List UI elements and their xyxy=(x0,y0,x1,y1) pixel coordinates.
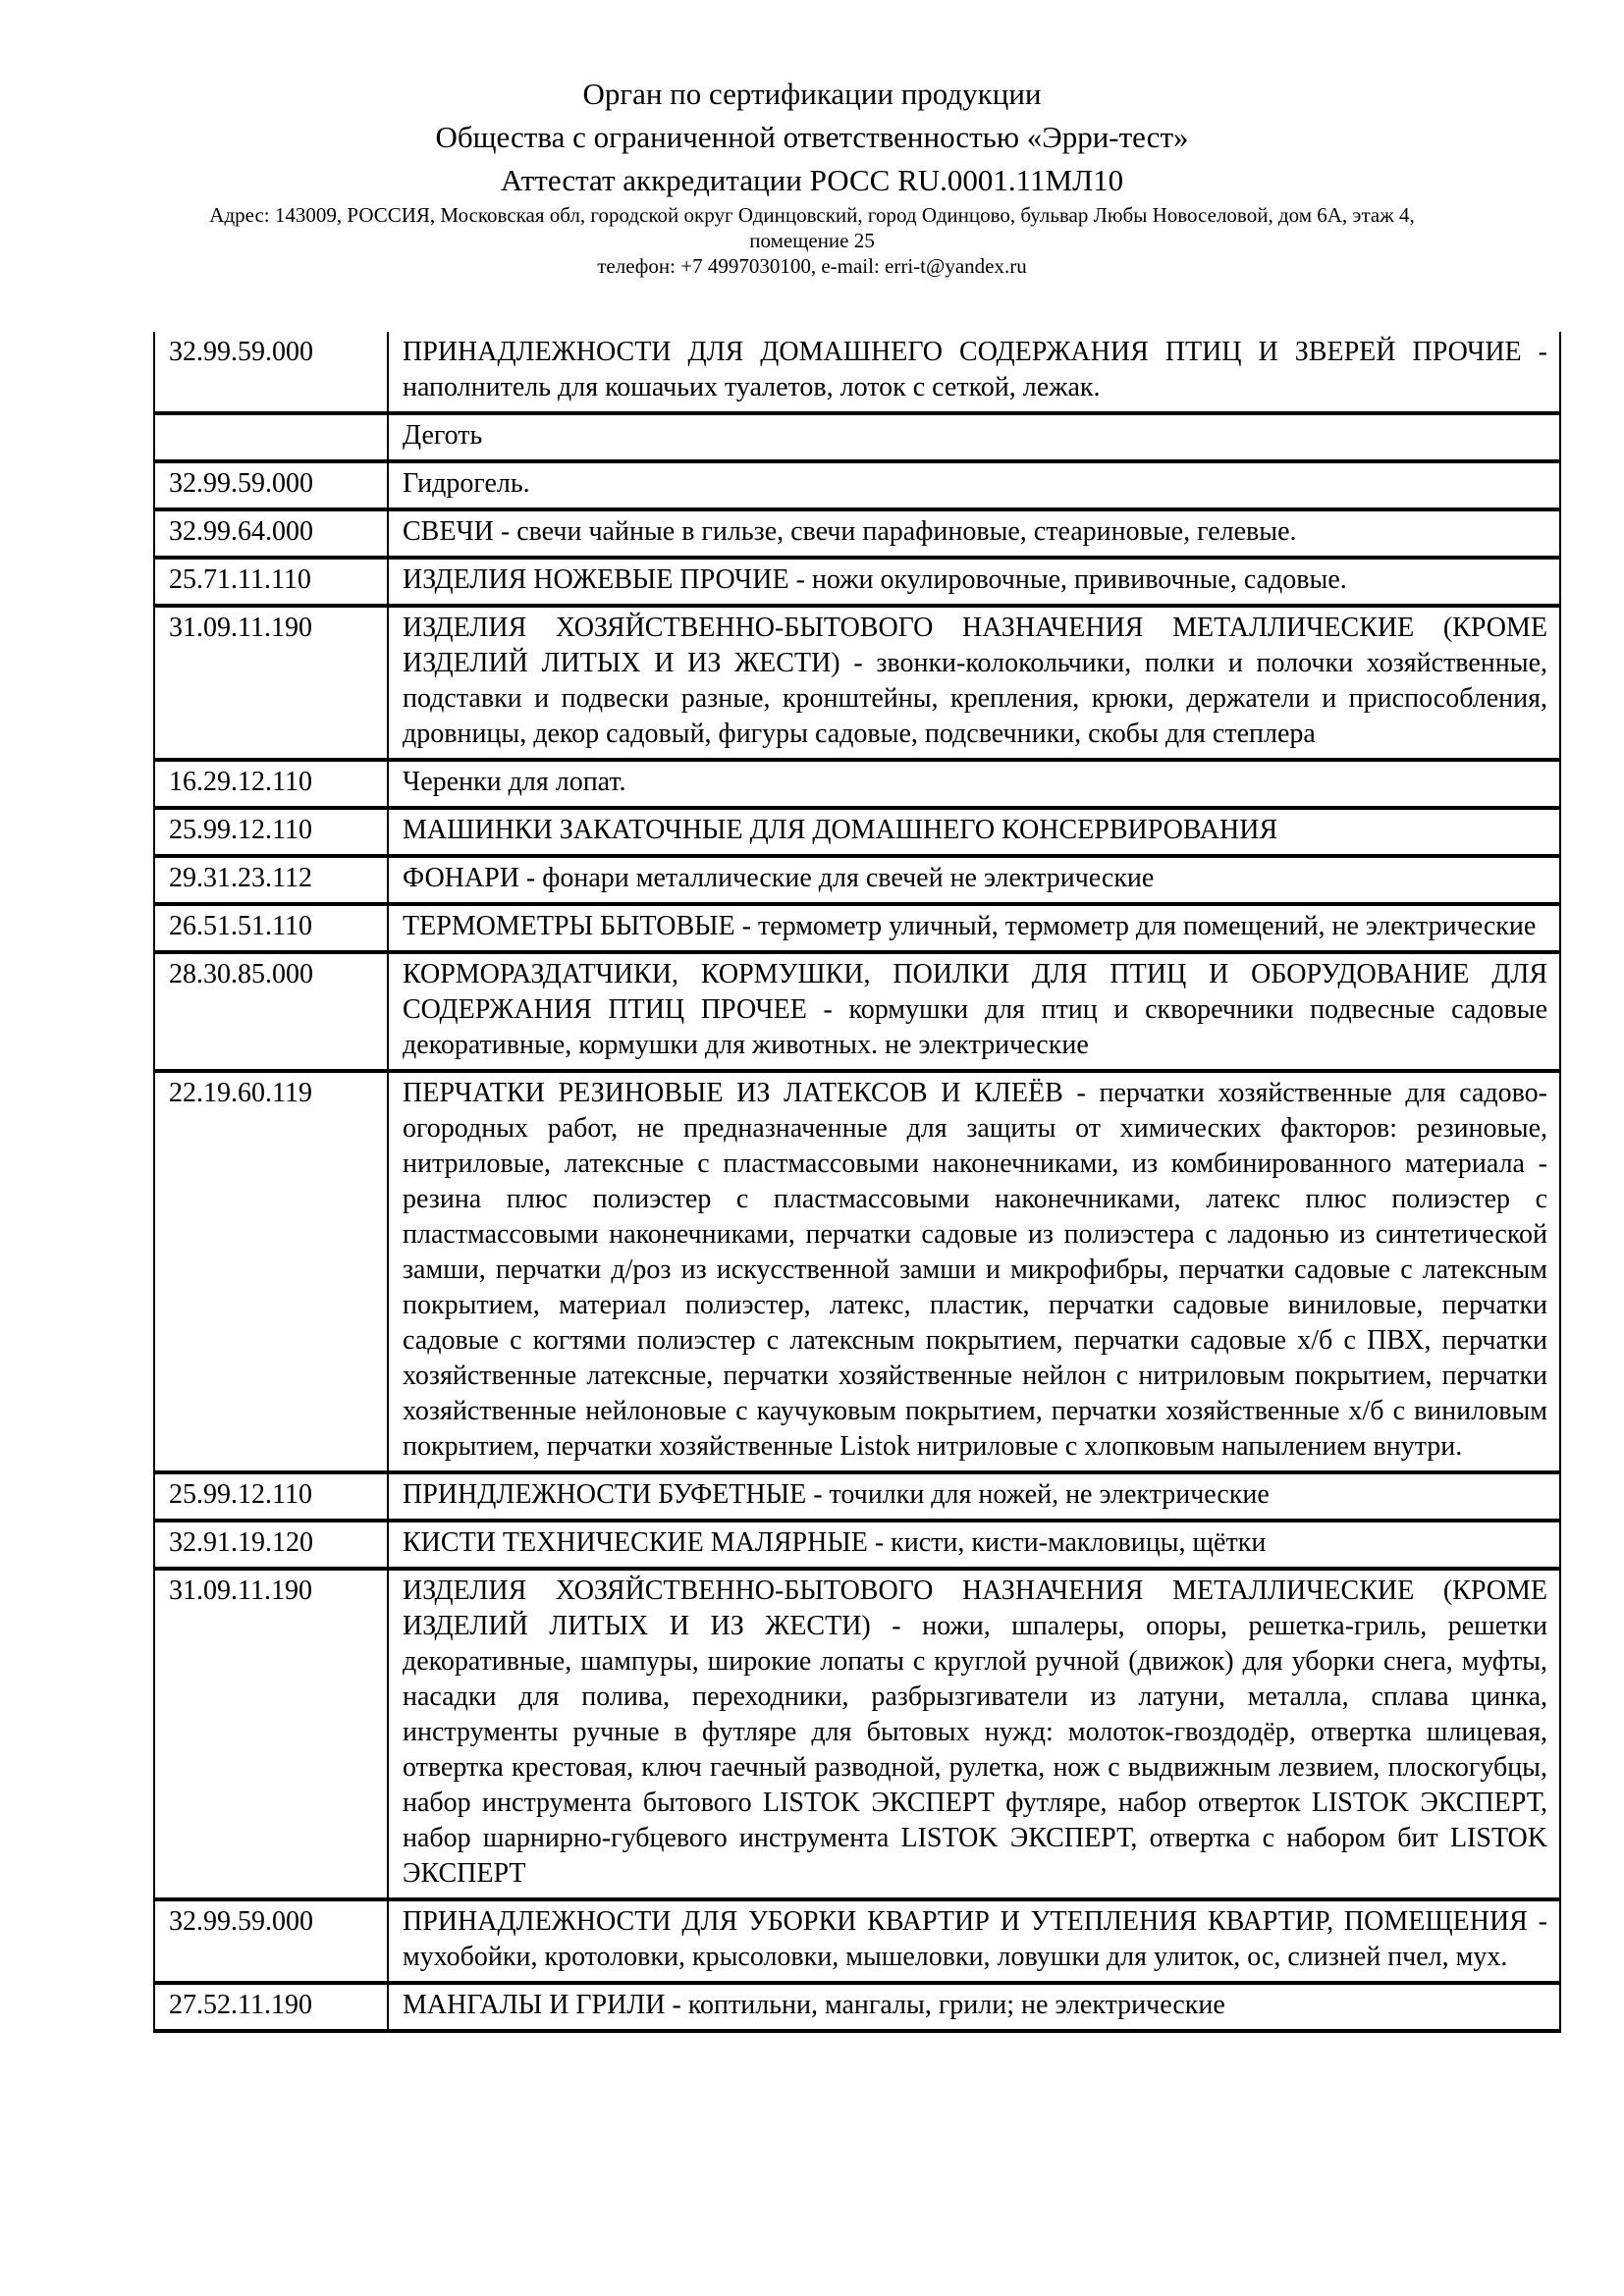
product-code-cell: 25.99.12.110 xyxy=(154,1472,388,1521)
product-description-cell: ПРИНАДЛЕЖНОСТИ ДЛЯ ДОМАШНЕГО СОДЕРЖАНИЯ ПТИЦ И ЗВЕРЕЙ ПРОЧИЕ - наполнитель для кошачьих туалетов, лоток с сеткой, лежак. xyxy=(388,332,1560,413)
table-row xyxy=(154,1983,1560,2031)
product-description-cell: ТЕРМОМЕТРЫ БЫТОВЫЕ - термометр уличный, термометр для помещений, не электрические xyxy=(388,904,1560,952)
product-description-cell: ПРИНДЛЕЖНОСТИ БУФЕТНЫЕ - точилки для ножей, не электрические xyxy=(388,1472,1560,1521)
product-code-cell: 31.09.11.190 xyxy=(154,1569,388,1899)
product-description-cell: Черенки для лопат. xyxy=(388,760,1560,808)
table-row xyxy=(154,1071,1560,1472)
product-description-cell: ИЗДЕЛИЯ ХОЗЯЙСТВЕННО-БЫТОВОГО НАЗНАЧЕНИЯ МЕТАЛЛИЧЕСКИЕ (КРОМЕ ИЗДЕЛИЙ ЛИТЫХ И ИЗ ЖЕСТИ) - ножи, шпалеры, опоры, решетка-гриль, решетки декоративные, шампуры, широкие лопаты с круглой ручной (движок) для уборки снега, муфты, насадки для полива, переходники, разбрызгиватели из латуни, металла, сплава цинка, инструменты ручные в футляре для бытовых нужд: молоток-гвоздодёр, отвертка шлицевая, отвертка крестовая, ключ гаечный разводной, рулетка, нож с выдвижным лезвием, плоскогубцы, набор инструмента бытового LISTOK ЭКСПЕРТ футляре, набор отверток LISTOK ЭКСПЕРТ, набор шарнирно-губцевого инструмента LISTOK ЭКСПЕРТ, отвертка с набором бит LISTOK ЭКСПЕРТ xyxy=(388,1569,1560,1899)
product-description-cell: КИСТИ ТЕХНИЧЕСКИЕ МАЛЯРНЫЕ - кисти, кисти-макловицы, щётки xyxy=(388,1521,1560,1569)
product-code-cell: 26.51.51.110 xyxy=(154,904,388,952)
table-row xyxy=(154,856,1560,904)
table-row xyxy=(154,904,1560,952)
product-description-cell: СВЕЧИ - свечи чайные в гильзе, свечи парафиновые, стеариновые, гелевые. xyxy=(388,509,1560,558)
product-table-container xyxy=(153,332,1561,2033)
org-title-line1: Орган по сертификации продукции xyxy=(582,77,1042,111)
product-code-cell: 32.99.59.000 xyxy=(154,1899,388,1983)
product-description-cell: МАНГАЛЫ И ГРИЛИ - коптильни, мангалы, грили; не электрические xyxy=(388,1983,1560,2031)
product-description-cell: ИЗДЕЛИЯ НОЖЕВЫЕ ПРОЧИЕ - ножи окулировочные, прививочные, садовые. xyxy=(388,558,1560,606)
table-row xyxy=(154,509,1560,558)
product-code-cell: 32.91.19.120 xyxy=(154,1521,388,1569)
product-description-cell: КОРМОРАЗДАТЧИКИ, КОРМУШКИ, ПОИЛКИ ДЛЯ ПТИЦ И ОБОРУДОВАНИЕ ДЛЯ СОДЕРЖАНИЯ ПТИЦ ПРОЧЕЕ - кормушки для птиц и скворечники подвесные садовые декоративные, кормушки для животных. не электрические xyxy=(388,952,1560,1071)
address-line2: помещение 25 xyxy=(749,229,875,252)
product-code-cell: 22.19.60.119 xyxy=(154,1071,388,1472)
org-title-line2: Общества с ограниченной ответственностью «Эрри-тест» xyxy=(435,120,1189,154)
table-row xyxy=(154,808,1560,856)
product-code-cell: 32.99.59.000 xyxy=(154,461,388,509)
product-code-cell: 28.30.85.000 xyxy=(154,952,388,1071)
address-line1: Адрес: 143009, РОССИЯ, Московская обл, городской округ Одинцовский, город Одинцово, бульвар Любы Новоселовой, дом 6А, этаж 4, xyxy=(209,203,1415,227)
table-row xyxy=(154,952,1560,1071)
product-code-cell: 27.52.11.190 xyxy=(154,1983,388,2031)
product-description-cell: Деготь xyxy=(388,413,1560,461)
contact-line: телефон: +7 4997030100, e-mail: erri-t@yandex.ru xyxy=(597,254,1027,278)
product-description-cell: МАШИНКИ ЗАКАТОЧНЫЕ ДЛЯ ДОМАШНЕГО КОНСЕРВИРОВАНИЯ xyxy=(388,808,1560,856)
table-row xyxy=(154,461,1560,509)
product-description-cell: Гидрогель. xyxy=(388,461,1560,509)
accreditation-line: Аттестат аккредитации РОСС RU.0001.11МЛ10 xyxy=(500,163,1124,197)
product-description-cell: ПЕРЧАТКИ РЕЗИНОВЫЕ ИЗ ЛАТЕКСОВ И КЛЕЁВ - перчатки хозяйственные для садово-огородных работ, не предназначенные для защиты от химических факторов: резиновые, нитриловые, латексные с пластмассовыми наконечниками, из комбинированного материала - резина плюс полиэстер с пластмассовыми наконечниками, латекс плюс полиэстер с пластмассовыми наконечниками, перчатки садовые из полиэстера с ладонью из синтетической замши, перчатки д/роз из искусственной замши и микрофибры, перчатки садовые с латексным покрытием, материал полиэстер, латекс, пластик, перчатки садовые виниловые, перчатки садовые с когтями полиэстер с латексным покрытием, перчатки садовые х/б с ПВХ, перчатки хозяйственные латексные, перчатки хозяйственные нейлон с нитриловым покрытием, перчатки хозяйственные нейлоновые с каучуковым покрытием, перчатки хозяйственные х/б с виниловым покрытием, перчатки хозяйственные Listok нитриловые с хлопковым напылением внутри. xyxy=(388,1071,1560,1472)
table-row xyxy=(154,1899,1560,1983)
product-description-cell: ИЗДЕЛИЯ ХОЗЯЙСТВЕННО-БЫТОВОГО НАЗНАЧЕНИЯ МЕТАЛЛИЧЕСКИЕ (КРОМЕ ИЗДЕЛИЙ ЛИТЫХ И ИЗ ЖЕСТИ) - звонки-колокольчики, полки и полочки хозяйственные, подставки и подвески разные, кронштейны, крепления, крюки, держатели и приспособления, дровницы, декор садовый, фигуры садовые, подсвечники, скобы для степлера xyxy=(388,606,1560,760)
table-row xyxy=(154,413,1560,461)
product-code-cell: 31.09.11.190 xyxy=(154,606,388,760)
product-code-cell xyxy=(154,413,388,461)
table-row xyxy=(154,760,1560,808)
product-code-cell: 29.31.23.112 xyxy=(154,856,388,904)
table-row xyxy=(154,1472,1560,1521)
product-description-cell: ФОНАРИ - фонари металлические для свечей не электрические xyxy=(388,856,1560,904)
document-header xyxy=(0,0,1624,279)
table-row xyxy=(154,1569,1560,1899)
product-code-cell: 25.71.11.110 xyxy=(154,558,388,606)
table-row xyxy=(154,558,1560,606)
product-description-cell: ПРИНАДЛЕЖНОСТИ ДЛЯ УБОРКИ КВАРТИР И УТЕПЛЕНИЯ КВАРТИР, ПОМЕЩЕНИЯ - мухобойки, кротоловки, крысоловки, мышеловки, ловушки для улиток, ос, слизней пчел, мух. xyxy=(388,1899,1560,1983)
table-row xyxy=(154,1521,1560,1569)
product-code-cell: 16.29.12.110 xyxy=(154,760,388,808)
product-table-body xyxy=(154,332,1560,2031)
product-code-table xyxy=(153,332,1561,2033)
table-row xyxy=(154,606,1560,760)
table-row xyxy=(154,332,1560,413)
product-code-cell: 32.99.59.000 xyxy=(154,332,388,413)
product-code-cell: 25.99.12.110 xyxy=(154,808,388,856)
product-code-cell: 32.99.64.000 xyxy=(154,509,388,558)
